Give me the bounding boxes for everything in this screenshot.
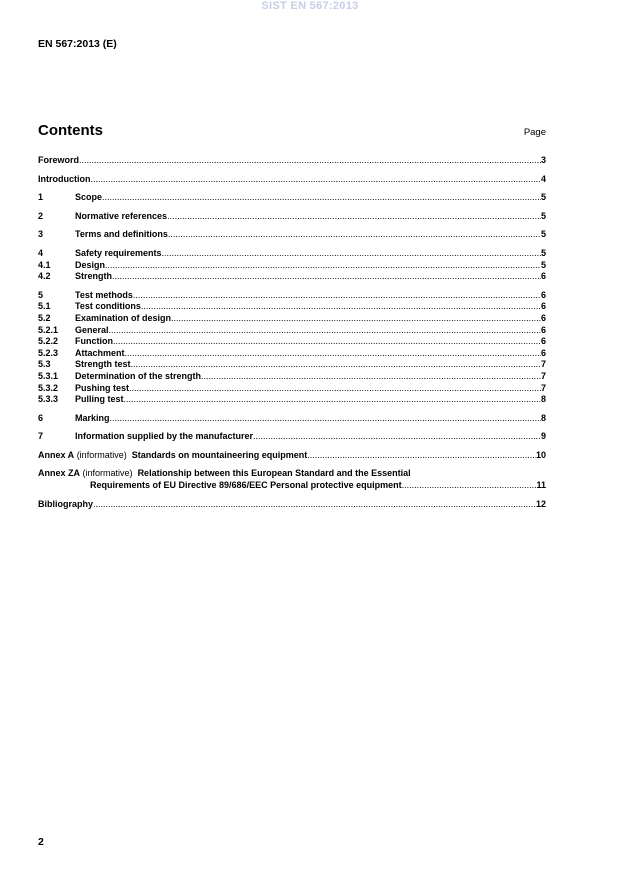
contents-title: Contents: [38, 122, 103, 139]
annex-za-title-line2: Requirements of EU Directive 89/686/EEC Personal protective equipment: [90, 480, 402, 491]
toc-entry-title: Pushing test: [75, 382, 130, 393]
toc-entry-page: 6: [540, 271, 546, 282]
toc-leader: [91, 174, 541, 186]
toc-leader: [125, 348, 541, 360]
toc-entry[interactable]: [38, 301, 546, 313]
toc-entry-title: Test conditions: [75, 301, 141, 312]
toc-entry-number: 4: [38, 247, 44, 258]
toc-leader: [162, 248, 541, 260]
toc-entry-title: Normative references: [75, 210, 168, 221]
toc-entry[interactable]: [38, 383, 546, 395]
toc-entry-number: 4.1: [38, 259, 51, 270]
toc-leader: [102, 192, 541, 204]
bibliography-page: 12: [535, 498, 546, 509]
toc-entry-title: Foreword: [38, 155, 80, 165]
toc-entry-page: 6: [540, 347, 546, 358]
annex-za-title-line1: Relationship between this European Standard and the Essential: [137, 468, 411, 479]
toc-leader: [113, 336, 541, 348]
toc-entry-number: 7: [38, 431, 44, 442]
toc-leader: [131, 359, 541, 371]
page-number: 2: [38, 836, 44, 848]
watermark: SIST EN 567:2013: [261, 0, 359, 12]
toc-entry-title: Scope: [75, 192, 103, 203]
toc-entry-number: 4.2: [38, 271, 51, 282]
toc-entry[interactable]: [38, 371, 546, 383]
toc-entry-number: 5.3.1: [38, 370, 59, 381]
toc-entry[interactable]: [38, 192, 546, 204]
toc-entry[interactable]: [38, 260, 546, 272]
toc-entry-title: Determination of the strength: [75, 370, 202, 381]
toc-entry-page: 5: [540, 229, 546, 240]
toc-entry[interactable]: [38, 413, 546, 425]
annex-za-label: Annex ZA: [38, 468, 81, 479]
toc-entry-title: Introduction: [38, 173, 91, 184]
toc-entry-bibliography[interactable]: [38, 499, 546, 511]
toc-entry-page: 6: [540, 336, 546, 347]
toc-entry-page: 5: [540, 247, 546, 258]
toc-entry-title: Function: [75, 336, 113, 347]
toc-leader: [109, 325, 541, 337]
toc-entry-page: 6: [540, 289, 546, 300]
toc-entry[interactable]: [38, 211, 546, 223]
toc-entry[interactable]: [38, 174, 546, 186]
toc-entry-annex-a[interactable]: [38, 450, 546, 462]
table-of-contents: [38, 155, 546, 510]
toc-entry-title: Examination of design: [75, 312, 172, 323]
toc-leader: [112, 271, 541, 283]
toc-leader: [171, 313, 541, 325]
toc-leader: [167, 211, 541, 223]
toc-entry[interactable]: [38, 431, 546, 443]
toc-entry-page: 6: [540, 324, 546, 335]
document-id: EN 567:2013 (E): [38, 38, 117, 50]
toc-entry-page: 8: [540, 412, 546, 423]
toc-entry-number: 6: [38, 412, 44, 423]
toc-entry-number: 5.1: [38, 301, 51, 312]
toc-entry-page: 4: [540, 173, 546, 184]
toc-entry[interactable]: [38, 394, 546, 406]
toc-entry-number: 5.3.2: [38, 382, 59, 393]
toc-entries: [38, 155, 546, 443]
toc-leader: [168, 229, 541, 241]
toc-entry-number: 5.2: [38, 312, 51, 323]
toc-entry-title: Marking: [75, 412, 110, 423]
toc-entry[interactable]: [38, 229, 546, 241]
toc-entry-title: Safety requirements: [75, 247, 162, 258]
toc-entry-number: 5.3: [38, 359, 51, 370]
annex-za-status: (informative): [82, 468, 133, 479]
annex-a-title: Standards on mountaineering equipment: [131, 449, 308, 460]
toc-entry-page: 7: [540, 359, 546, 370]
toc-entry-page: 5: [540, 259, 546, 270]
toc-leader: [110, 413, 541, 425]
toc-entry-title: Pulling test: [75, 394, 124, 405]
toc-leader: [124, 394, 541, 406]
toc-entry-number: 5.2.2: [38, 336, 59, 347]
toc-entry[interactable]: [38, 359, 546, 371]
toc-entry[interactable]: [38, 290, 546, 302]
toc-entry[interactable]: [38, 271, 546, 283]
toc-entry[interactable]: [38, 336, 546, 348]
toc-entry-number: 3: [38, 229, 44, 240]
toc-leader: [402, 480, 537, 492]
toc-entry-title: Design: [75, 259, 106, 270]
annex-a-page: 10: [535, 449, 546, 460]
toc-entry[interactable]: [38, 248, 546, 260]
toc-entry-page: 7: [540, 370, 546, 381]
toc-entry-page: 5: [540, 210, 546, 221]
toc-entry-title: Terms and definitions: [75, 229, 168, 240]
toc-leader: [201, 371, 541, 383]
toc-entry-annex-za[interactable]: [38, 468, 546, 491]
toc-leader: [93, 499, 536, 511]
toc-entry[interactable]: [38, 325, 546, 337]
annex-za-page: 11: [536, 480, 546, 491]
toc-leader: [253, 431, 541, 443]
toc-entry-title: Test methods: [75, 289, 133, 300]
toc-leader: [105, 260, 541, 272]
toc-entry-number: 5.2.1: [38, 324, 59, 335]
toc-entry[interactable]: [38, 155, 546, 167]
page-column-label: Page: [523, 127, 546, 138]
toc-entry-page: 3: [540, 155, 546, 165]
toc-entry-title: Attachment: [75, 347, 125, 358]
toc-entry[interactable]: [38, 313, 546, 325]
toc-entry-title: Strength: [75, 271, 112, 282]
bibliography-title: Bibliography: [38, 498, 94, 509]
toc-leader: [129, 383, 541, 395]
toc-leader: [133, 290, 541, 302]
toc-entry-number: 5.3.3: [38, 394, 59, 405]
toc-entry-title: General: [75, 324, 109, 335]
toc-entry-number: 5.2.3: [38, 347, 59, 358]
toc-entry-page: 7: [540, 382, 546, 393]
toc-entry-number: 5: [38, 289, 44, 300]
toc-entry-number: 1: [38, 192, 44, 203]
toc-leader: [141, 301, 541, 313]
toc-entry-page: 8: [540, 394, 546, 405]
toc-entry-page: 9: [540, 431, 546, 442]
toc-leader: [79, 155, 541, 167]
toc-entry-title: Information supplied by the manufacturer: [75, 431, 254, 442]
annex-a-label: Annex A: [38, 449, 75, 460]
toc-entry-page: 6: [540, 301, 546, 312]
toc-entry-page: 5: [540, 192, 546, 203]
toc-entry-number: 2: [38, 210, 44, 221]
annex-a-status: (informative): [76, 449, 127, 460]
toc-entry-title: Strength test: [75, 359, 131, 370]
toc-entry[interactable]: [38, 348, 546, 360]
toc-entry-page: 6: [540, 312, 546, 323]
toc-leader: [307, 450, 536, 462]
